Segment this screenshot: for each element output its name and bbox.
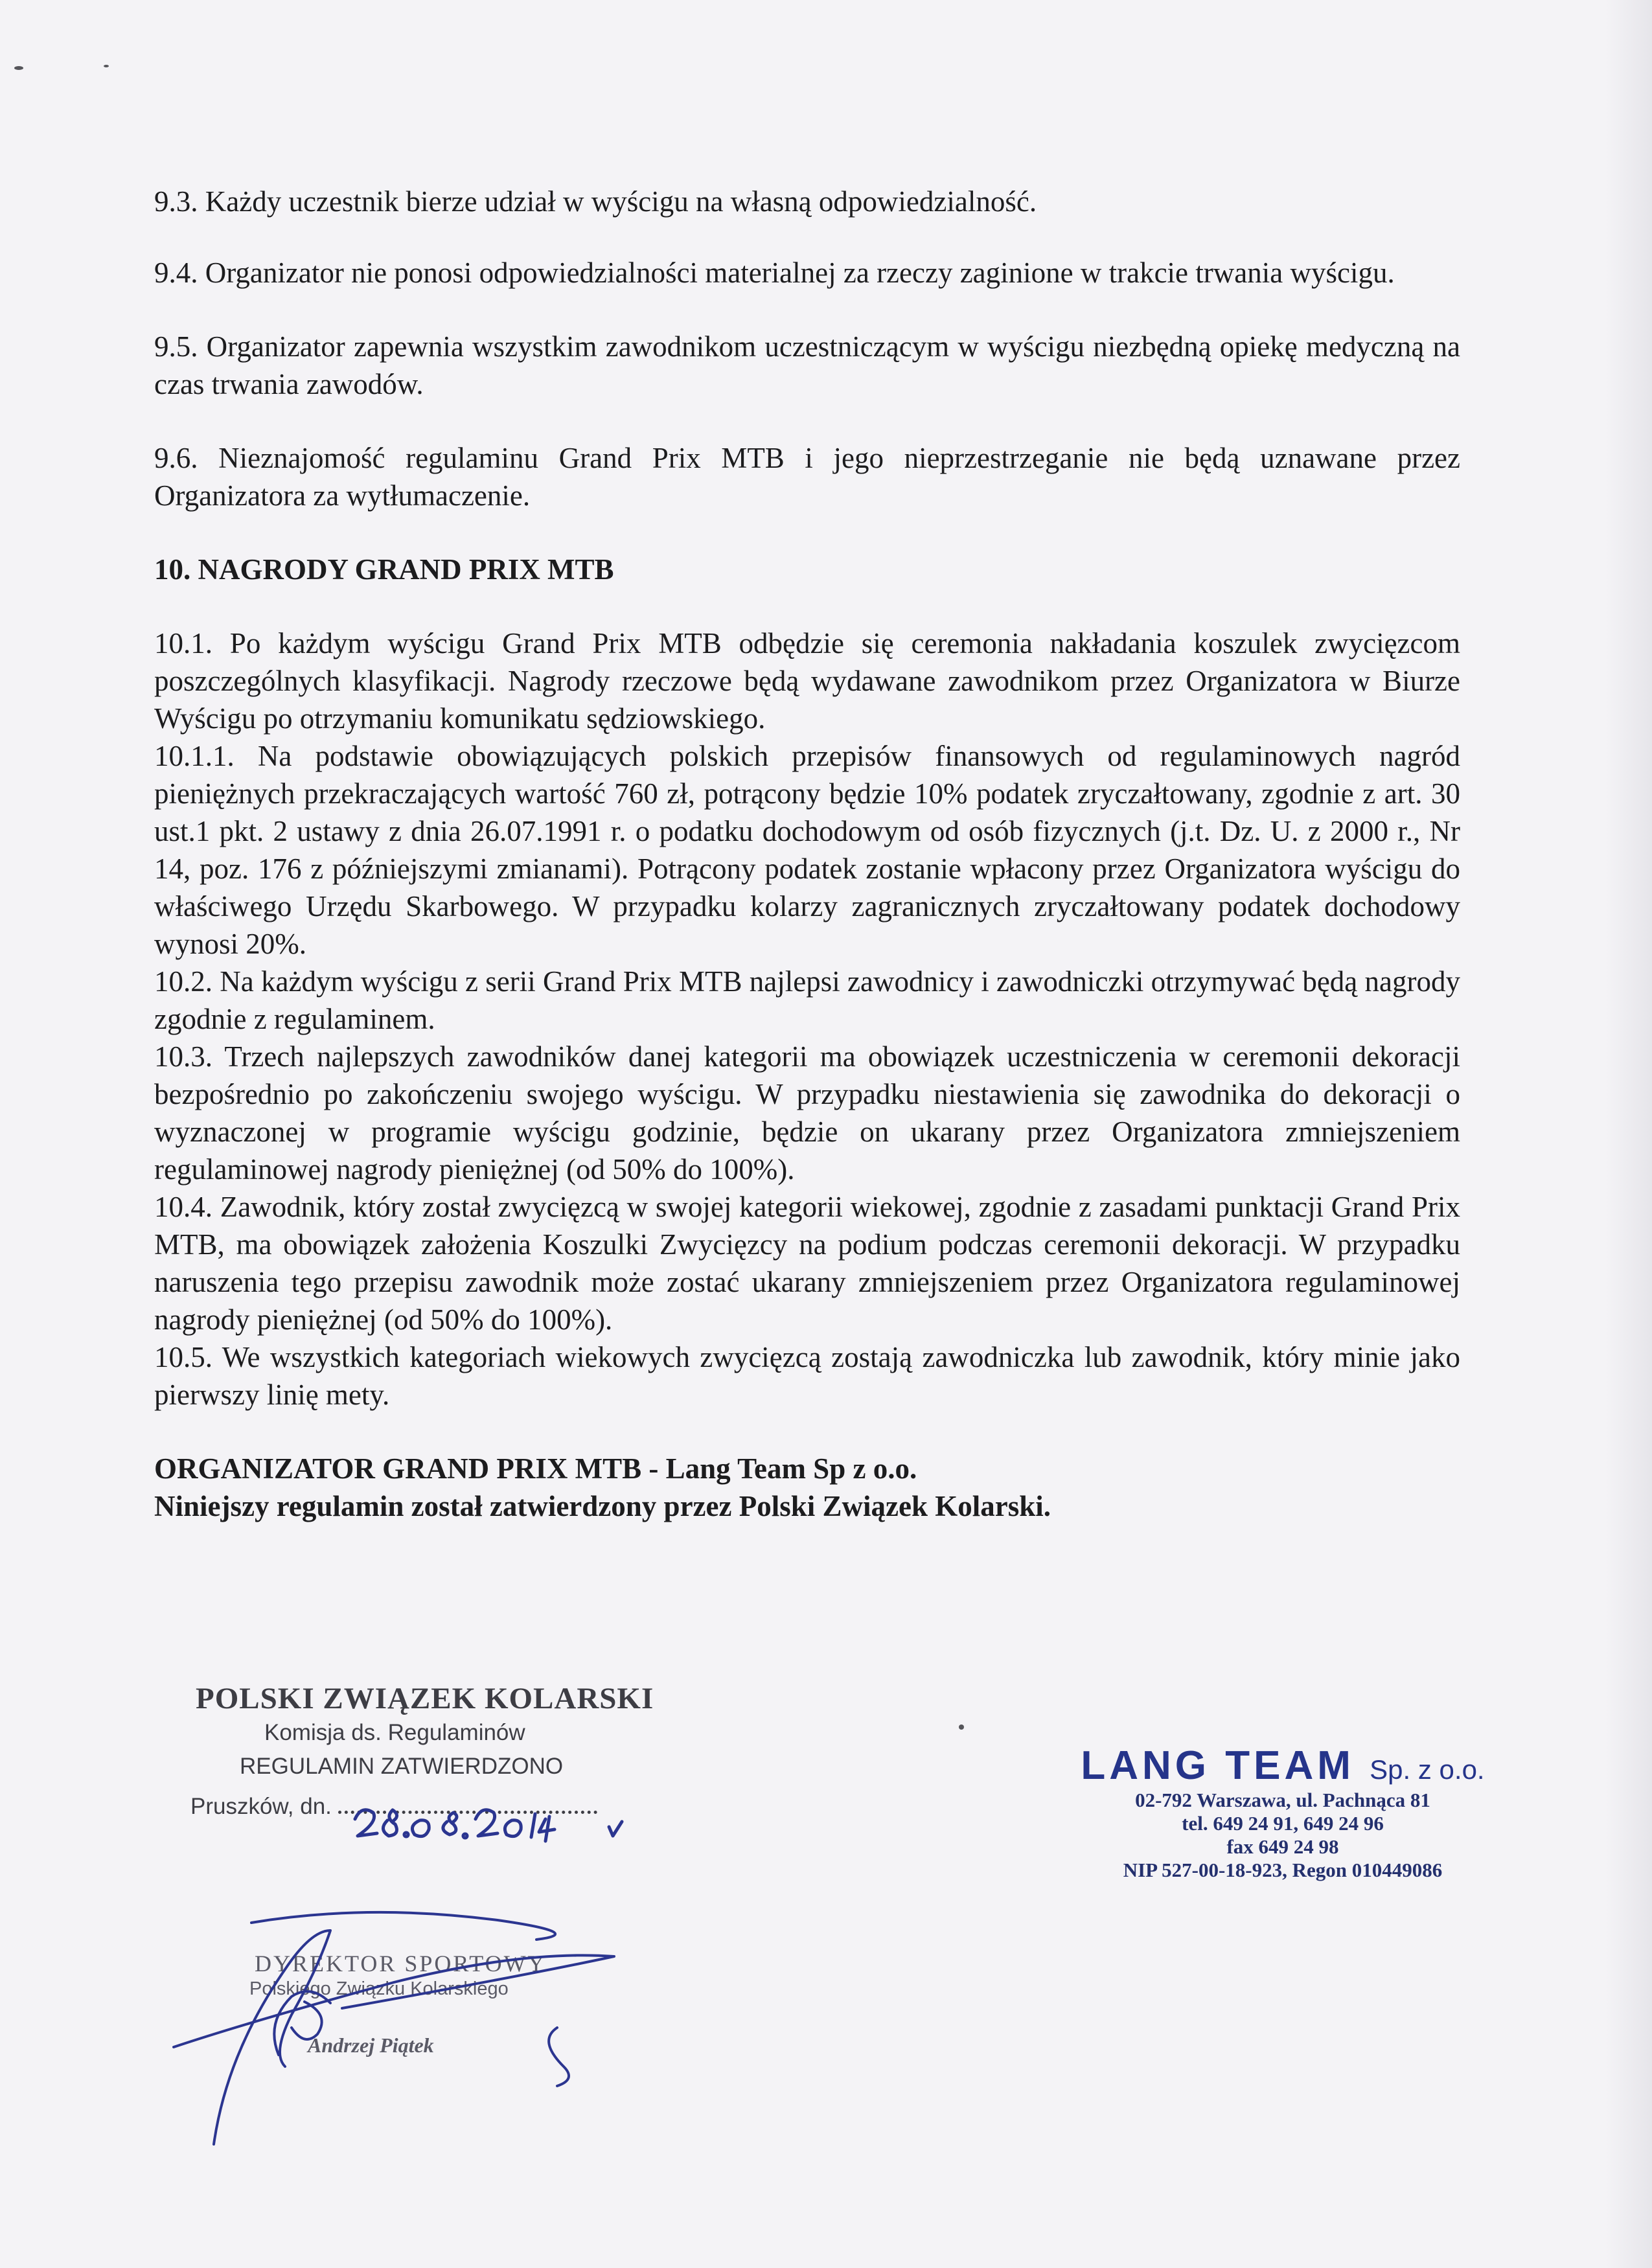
section-heading-10: 10. NAGRODY GRAND PRIX MTB: [154, 553, 614, 586]
stamp-pzk-approved: REGULAMIN ZATWIERDZONO: [240, 1754, 564, 1779]
organizer-line: ORGANIZATOR GRAND PRIX MTB - Lang Team Sp z o.o.: [154, 1452, 917, 1485]
director-stamp-org: Polskiego Związku Kolarskiego: [249, 1978, 509, 1999]
paragraph-10-2: 10.2. Na każdym wyścigu z serii Grand Prix MTB najlepsi zawodnicy i zawodniczki otrzymywać będą nagrody zgodnie z regulaminem.: [154, 965, 1460, 1035]
paragraph-9-4: 9.4. Organizator nie ponosi odpowiedzialności materialnej za rzeczy zaginione w trakcie trwania wyścigu.: [154, 257, 1395, 289]
paragraph-10-5: 10.5. We wszystkich kategoriach wiekowych zwycięzcą zostają zawodniczka lub zawodnik, który minie jako pierwszy linię mety.: [154, 1341, 1460, 1411]
lang-team-address: 02-792 Warszawa, ul. Pachnąca 81: [1135, 1789, 1430, 1811]
stamp-pzk-place-label: Pruszków, dn.: [190, 1794, 332, 1819]
paragraph-10-4: 10.4. Zawodnik, który został zwycięzcą w swojej kategorii wiekowej, zgodnie z zasadami punktacji Grand Prix MTB, ma obowiązek założenia Koszulki Zwycięzcy na podium podczas ceremonii dekoracji. W przypadku naruszenia tego przepisu zawodnik może zostać ukarany zmniejszeniem przez Organizatora regulaminowej nagrody pieniężnej (od 50% do 100%).: [154, 1191, 1460, 1336]
paragraph-10-3: 10.3. Trzech najlepszych zawodników danej kategorii ma obowiązek uczestniczenia w ceremonii dekoracji bezpośrednio po zakończeniu swojego wyścigu. W przypadku niestawienia się zawodnika do dekoracji o wyznaczonej w programie wyścigu godzinie, będzie on ukarany przez Organizatora zmniejszeniem regulaminowej nagrody pieniężnej (od 50% do 100%).: [154, 1040, 1460, 1186]
stamp-pzk-title: POLSKI ZWIĄZEK KOLARSKI: [196, 1682, 654, 1715]
director-stamp-title: DYREKTOR SPORTOWY: [255, 1951, 547, 1976]
director-signature: [174, 1912, 614, 2144]
paragraph-10-1: 10.1. Po każdym wyścigu Grand Prix MTB odbędzie się ceremonia nakładania koszulek zwycięzcom poszczególnych klasyfikacji. Nagrody rzeczowe będą wydawane zawodnikom przez Organizatora w Biurze Wyścigu po otrzymaniu komunikatu sędziowskiego.: [154, 627, 1460, 735]
stamp-pzk-committee: Komisja ds. Regulaminów: [264, 1720, 525, 1745]
lang-team-fax: fax 649 24 98: [1226, 1835, 1339, 1858]
paragraph-9-5: 9.5. Organizator zapewnia wszystkim zawodnikom uczestniczącym w wyścigu niezbędną opiekę medyczną na czas trwania zawodów.: [154, 330, 1460, 400]
approval-line: Niniejszy regulamin został zatwierdzony przez Polski Związek Kolarski.: [154, 1490, 1051, 1522]
paragraph-9-6: 9.6. Nieznajomość regulaminu Grand Prix MTB i jego nieprzestrzeganie nie będą uznawane przez Organizatora za wytłumaczenie.: [154, 442, 1460, 512]
lang-team-tel: tel. 649 24 91, 649 24 96: [1182, 1812, 1384, 1835]
lang-team-nip-regon: NIP 527-00-18-923, Regon 010449086: [1123, 1859, 1443, 1881]
lang-team-logo-text: LANG TEAM: [1081, 1743, 1355, 1788]
director-stamp-name: Andrzej Piątek: [308, 2033, 434, 2057]
handwritten-date-signature: [355, 1810, 622, 1841]
paragraph-10-1-1: 10.1.1. Na podstawie obowiązujących polskich przepisów finansowych od regulaminowych nagród pieniężnych przekraczających wartość 760 zł, potrącony będzie 10% podatek zryczałtowany, zgodnie z art. 30 ust.1 pkt. 2 ustawy z dnia 26.07.1991 r. o podatku dochodowym od osób fizycznych (j.t. Dz. U. z 2000 r., Nr 14, poz. 176 z późniejszymi zmianami). Potrącony podatek zostanie wpłacony przez Organizatora wyścigu do właściwego Urzędu Skarbowego. W przypadku kolarzy zagranicznych zryczałtowany podatek dochodowy wynosi 20%.: [154, 740, 1460, 960]
paragraph-9-3: 9.3. Każdy uczestnik bierze udział w wyścigu na własną odpowiedzialność.: [154, 185, 1037, 218]
lang-team-legal-form: Sp. z o.o.: [1370, 1754, 1485, 1785]
